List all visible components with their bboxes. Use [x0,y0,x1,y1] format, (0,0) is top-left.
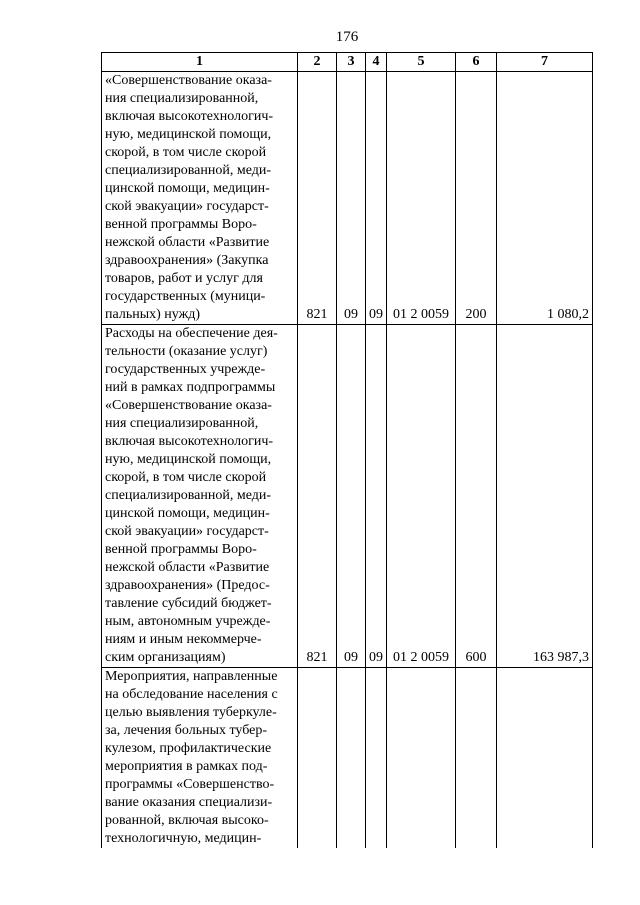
expense-type-code: 600 [456,325,497,668]
section-code: 09 [337,72,366,325]
subsection-code: 09 [366,325,387,668]
column-header-5: 5 [387,53,456,72]
expense-type-code [456,668,497,849]
column-header-2: 2 [298,53,337,72]
expense-type-code: 200 [456,72,497,325]
column-header-6: 6 [456,53,497,72]
table-row [102,72,593,325]
amount [497,668,593,849]
table-row [102,668,593,849]
section-code: 09 [337,325,366,668]
section-code [337,668,366,849]
table-row [102,325,593,668]
row-description: Мероприятия, направленные на обследование населения с целью выявления туберкуле- за, лечения больных тубер- кулезом, профилактические мероприятия в рамках под- программы «Совершенство- вание оказания специализи- рованной, включая высоко- технологичную, медицин- [102,668,298,849]
subsection-code [366,668,387,849]
budget-table [101,52,593,848]
row-description: Расходы на обеспечение дея- тельности (оказание услуг) государственных учрежде- ний в рамках подпрограммы «Совершенствование оказа- ния специализированной, включая высокотехнологич- ную, медицинской помощи, скорой, в том числе скорой специализированной, меди- цинской помощи, медицин- ской эвакуации» государст- венной программы Воро- нежской области «Развитие здравоохранения» (Предос- тавление субсидий бюджет- ным, автономным учрежде- ниям и иным некоммерче- ским организациям) [102,325,298,668]
column-header-3: 3 [337,53,366,72]
target-article-code: 01 2 0059 [387,72,456,325]
target-article-code: 01 2 0059 [387,325,456,668]
row-description: «Совершенствование оказа- ния специализированной, включая высокотехнологич- ную, медицинской помощи, скорой, в том числе скорой специализированной, меди- цинской помощи, медицин- ской эвакуации» государст- венной программы Воро- нежской области «Развитие здравоохранения» (Закупка товаров, работ и услуг для государственных (муници- пальных) нужд) [102,72,298,325]
column-header-4: 4 [366,53,387,72]
amount: 1 080,2 [497,72,593,325]
ministry-code: 821 [298,72,337,325]
column-header-1: 1 [102,53,298,72]
table-header-row [102,53,593,72]
target-article-code [387,668,456,849]
subsection-code: 09 [366,72,387,325]
page-number: 176 [335,29,359,45]
ministry-code: 821 [298,325,337,668]
ministry-code [298,668,337,849]
amount: 163 987,3 [497,325,593,668]
column-header-7: 7 [497,53,593,72]
